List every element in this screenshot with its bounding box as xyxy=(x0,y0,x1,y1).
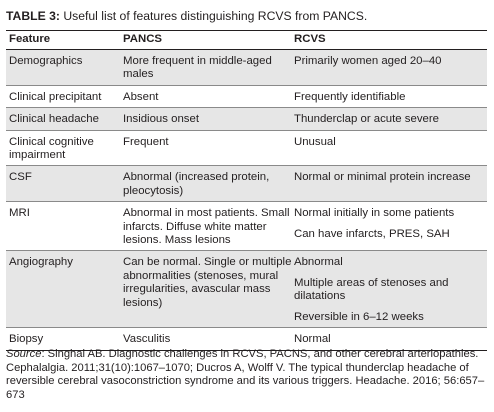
cell-rcvs-entry: Unusual xyxy=(294,135,336,148)
cell-rcvs xyxy=(294,328,487,350)
cell-pancs: Abnormal in most patients. Small infarcts. Diffuse white matter lesions. Mass lesions xyxy=(123,207,290,247)
cell-rcvs-entry: Normal or minimal protein increase xyxy=(294,171,471,184)
table-row xyxy=(6,108,487,130)
table-row xyxy=(6,251,487,328)
cell-feature: Demographics xyxy=(9,55,83,67)
table-caption xyxy=(6,9,367,23)
cell-rcvs-entry: Normal initially in some patients xyxy=(294,207,455,220)
cell-rcvs-entry: Normal xyxy=(294,333,331,346)
cell-rcvs-entry: Frequently identifiable xyxy=(294,90,406,103)
cell-pancs: Insidious onset xyxy=(123,113,199,126)
cell-pancs: More frequent in middle-aged males xyxy=(123,55,272,81)
cell-rcvs-entry: Primarily women aged 20–40 xyxy=(294,55,442,67)
cell-rcvs xyxy=(294,202,487,251)
cell-pancs: Vasculitis xyxy=(123,333,171,346)
header-pancs: PANCS xyxy=(123,31,294,50)
cell-feature: MRI xyxy=(9,207,30,220)
source-text: : Singhal AB. Diagnostic challenges in RCVS, PACNS, and other cerebral arteriopathies. Cephalalgia. 2011;31(10):1067–1070; Ducros A, Wolff V. The typical thunderclap headache of reversible cerebral vasoconstriction syndrome and its various triggers. Headache. 2016; 56:657–673 xyxy=(6,348,485,401)
cell-rcvs xyxy=(294,166,487,202)
cell-rcvs xyxy=(294,85,487,107)
table-row xyxy=(6,166,487,202)
cell-rcvs-entry: Can have infarcts, PRES, SAH xyxy=(294,227,450,240)
cell-pancs: Absent xyxy=(123,90,159,103)
header-feature: Feature xyxy=(6,31,123,50)
header-rcvs: RCVS xyxy=(294,31,487,50)
cell-feature: Clinical precipitant xyxy=(9,90,102,103)
table-number: TABLE 3: xyxy=(6,9,60,23)
table-row xyxy=(6,328,487,350)
cell-rcvs-entry: Abnormal xyxy=(294,256,343,269)
features-table xyxy=(6,30,487,351)
table-row xyxy=(6,85,487,107)
table-row xyxy=(6,202,487,251)
cell-rcvs-entry: Reversible in 6–12 weeks xyxy=(294,310,424,323)
cell-pancs: Abnormal (increased protein, pleocytosis) xyxy=(123,171,270,197)
cell-rcvs xyxy=(294,130,487,166)
cell-feature: CSF xyxy=(9,171,32,184)
table-body xyxy=(6,50,487,351)
table-title: Useful list of features distinguishing RCVS from PANCS. xyxy=(63,9,368,23)
cell-rcvs xyxy=(294,251,487,328)
table-row xyxy=(6,130,487,166)
cell-feature: Clinical headache xyxy=(9,113,99,126)
source-note xyxy=(6,348,490,402)
cell-feature: Angiography xyxy=(9,256,73,269)
cell-rcvs xyxy=(294,50,487,86)
cell-feature: Clinical cognitive impairment xyxy=(9,135,94,162)
cell-pancs: Frequent xyxy=(123,135,169,148)
cell-rcvs-entry: Multiple areas of stenoses and dilatations xyxy=(294,276,449,303)
header-row xyxy=(6,31,487,50)
cell-pancs: Can be normal. Single or multiple abnormalities (stenoses, mural irregularities, avascular mass lesions) xyxy=(123,256,292,309)
cell-feature: Biopsy xyxy=(9,333,44,346)
source-label: Source xyxy=(6,348,42,360)
table-row xyxy=(6,50,487,86)
cell-rcvs-entry: Thunderclap or acute severe xyxy=(294,113,439,126)
cell-rcvs xyxy=(294,108,487,130)
